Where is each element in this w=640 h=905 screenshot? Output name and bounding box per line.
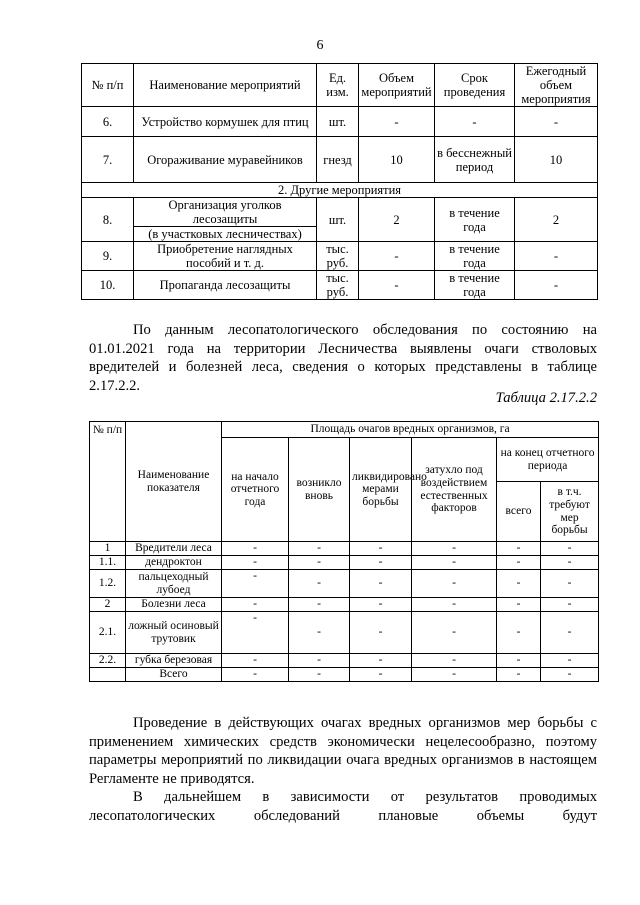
cell-value: - xyxy=(289,612,350,654)
cell-num: 2 xyxy=(90,598,126,612)
cell-value: - xyxy=(289,598,350,612)
cell-num: 1.1. xyxy=(90,556,126,570)
cell-value: - xyxy=(412,542,497,556)
cell-unit: шт. xyxy=(317,198,359,242)
cell-annual: - xyxy=(515,242,598,271)
cell-annual: 2 xyxy=(515,198,598,242)
cell-name: Болезни леса xyxy=(126,598,222,612)
cell-value: - xyxy=(497,598,541,612)
cell-value: - xyxy=(289,668,350,682)
paragraph-chemical xyxy=(89,714,597,788)
table-total-row xyxy=(90,668,599,682)
table-row xyxy=(82,198,598,227)
table-header-row xyxy=(90,422,599,438)
table-row xyxy=(90,556,599,570)
paragraph-future-line2: лесопатологических обследований плановые объемы будут xyxy=(89,807,597,824)
cell-value: - xyxy=(497,542,541,556)
header-name: Наименование мероприятий xyxy=(134,64,317,107)
cell-value: - xyxy=(289,542,350,556)
cell-volume: - xyxy=(359,107,435,137)
cell-num: 7. xyxy=(82,137,134,183)
cell-value: - xyxy=(541,570,599,598)
cell-volume: 2 xyxy=(359,198,435,242)
cell-term: в течение года xyxy=(435,198,515,242)
cell-value: - xyxy=(222,570,289,598)
cell-value: - xyxy=(222,668,289,682)
cell-name: губка березовая xyxy=(126,654,222,668)
cell-value: - xyxy=(289,556,350,570)
paragraph-survey xyxy=(89,321,597,395)
section-title: 2. Другие мероприятия xyxy=(82,183,598,198)
section-row xyxy=(82,183,598,198)
paragraph-chemical-text: Проведение в действующих очагах вредных организмов мер борьбы с применением химических средств экономически нецелесообразно, поэтому параметры мероприятий по ликвидации очага вредных организмов в настоящем Регламенте не приводятся. xyxy=(89,715,597,787)
cell-value: - xyxy=(222,654,289,668)
table-row xyxy=(90,542,599,556)
cell-value: - xyxy=(541,668,599,682)
table-row xyxy=(82,242,598,271)
header-name: Наименование показателя xyxy=(126,422,222,542)
cell-name: Устройство кормушек для птиц xyxy=(134,107,317,137)
cell-value: - xyxy=(222,612,289,654)
cell-value: - xyxy=(289,570,350,598)
cell-value: - xyxy=(497,612,541,654)
cell-name: Организация уголков лесозащиты xyxy=(134,198,317,227)
cell-annual: - xyxy=(515,271,598,300)
header-liquidated: ликвидировано мерами борьбы xyxy=(350,438,412,542)
header-num: № п/п xyxy=(90,422,126,542)
cell-num: 1.2. xyxy=(90,570,126,598)
header-area-group: Площадь очагов вредных организмов, га xyxy=(222,422,599,438)
cell-value: - xyxy=(350,668,412,682)
cell-num: 10. xyxy=(82,271,134,300)
cell-value: - xyxy=(412,570,497,598)
cell-value: - xyxy=(541,612,599,654)
measures-table xyxy=(81,63,598,300)
cell-term: в бесснежный период xyxy=(435,137,515,183)
cell-term: - xyxy=(435,107,515,137)
header-num: № п/п xyxy=(82,64,134,107)
cell-term: в течение года xyxy=(435,242,515,271)
cell-name: пальцеходный лубоед xyxy=(126,570,222,598)
cell-name: Приобретение наглядных пособий и т. д. xyxy=(134,242,317,271)
header-start: на начало отчетного года xyxy=(222,438,289,542)
cell-unit: тыс. руб. xyxy=(317,271,359,300)
cell-value: - xyxy=(289,654,350,668)
cell-num: 8. xyxy=(82,198,134,242)
cell-unit: тыс. руб. xyxy=(317,242,359,271)
table-header-row xyxy=(82,64,598,107)
cell-unit: шт. xyxy=(317,107,359,137)
header-unit: Ед. изм. xyxy=(317,64,359,107)
cell-name: ложный осиновый трутовик xyxy=(126,612,222,654)
cell-num: 9. xyxy=(82,242,134,271)
cell-value: - xyxy=(497,570,541,598)
paragraph-survey-text: По данным лесопатологического обследования по состоянию на 01.01.2021 года на территории Лесничества выявлены очаги стволовых вредителей и болезней леса, сведения о которых представлены в таблице 2.17.2.2. xyxy=(89,322,597,394)
cell-volume: - xyxy=(359,242,435,271)
cell-num: 2.2. xyxy=(90,654,126,668)
header-natural: затухло под воздействием естественных факторов xyxy=(412,438,497,542)
header-incl: в т.ч. требуют мер борьбы xyxy=(541,482,599,542)
table-row xyxy=(82,137,598,183)
cell-value: - xyxy=(412,668,497,682)
cell-value: - xyxy=(350,598,412,612)
cell-value: - xyxy=(497,654,541,668)
cell-name: дендроктон xyxy=(126,556,222,570)
cell-value: - xyxy=(222,542,289,556)
cell-name: Пропаганда лесозащиты xyxy=(134,271,317,300)
cell-value: - xyxy=(541,542,599,556)
cell-value: - xyxy=(412,654,497,668)
cell-value: - xyxy=(497,668,541,682)
cell-value: - xyxy=(222,598,289,612)
cell-value: - xyxy=(350,570,412,598)
cell-num: 6. xyxy=(82,107,134,137)
cell-num: 2.1. xyxy=(90,612,126,654)
header-end-group: на конец отчетного периода xyxy=(497,438,599,482)
header-term: Срок проведения xyxy=(435,64,515,107)
cell-name-sub: (в участковых лесничествах) xyxy=(134,227,317,242)
cell-value: - xyxy=(412,612,497,654)
pest-foci-table xyxy=(89,421,599,682)
cell-value: - xyxy=(412,556,497,570)
table-row xyxy=(82,107,598,137)
table-row xyxy=(90,570,599,598)
cell-value: - xyxy=(350,612,412,654)
cell-value: - xyxy=(541,556,599,570)
table-row xyxy=(90,612,599,654)
cell-value: - xyxy=(350,542,412,556)
cell-name: Всего xyxy=(126,668,222,682)
cell-value: - xyxy=(541,654,599,668)
cell-value: - xyxy=(222,556,289,570)
cell-unit: гнезд xyxy=(317,137,359,183)
table-row xyxy=(90,654,599,668)
cell-name: Вредители леса xyxy=(126,542,222,556)
header-total: всего xyxy=(497,482,541,542)
cell-num: 1 xyxy=(90,542,126,556)
header-new: возникло вновь xyxy=(289,438,350,542)
cell-value: - xyxy=(350,654,412,668)
table-row xyxy=(82,271,598,300)
cell-value: - xyxy=(350,556,412,570)
cell-name: Огораживание муравейников xyxy=(134,137,317,183)
paragraph-future xyxy=(89,788,597,825)
cell-annual: 10 xyxy=(515,137,598,183)
cell-num xyxy=(90,668,126,682)
cell-term: в течение года xyxy=(435,271,515,300)
table-row xyxy=(90,598,599,612)
paragraph-future-line1: В дальнейшем в зависимости от результатов проводимых xyxy=(133,789,597,805)
header-annual: Ежегодный объем мероприятия xyxy=(515,64,598,107)
cell-volume: - xyxy=(359,271,435,300)
table2-caption: Таблица 2.17.2.2 xyxy=(495,390,597,406)
cell-value: - xyxy=(497,556,541,570)
cell-annual: - xyxy=(515,107,598,137)
header-volume: Объем мероприятий xyxy=(359,64,435,107)
cell-value: - xyxy=(541,598,599,612)
page-number: 6 xyxy=(316,38,324,53)
cell-volume: 10 xyxy=(359,137,435,183)
cell-value: - xyxy=(412,598,497,612)
